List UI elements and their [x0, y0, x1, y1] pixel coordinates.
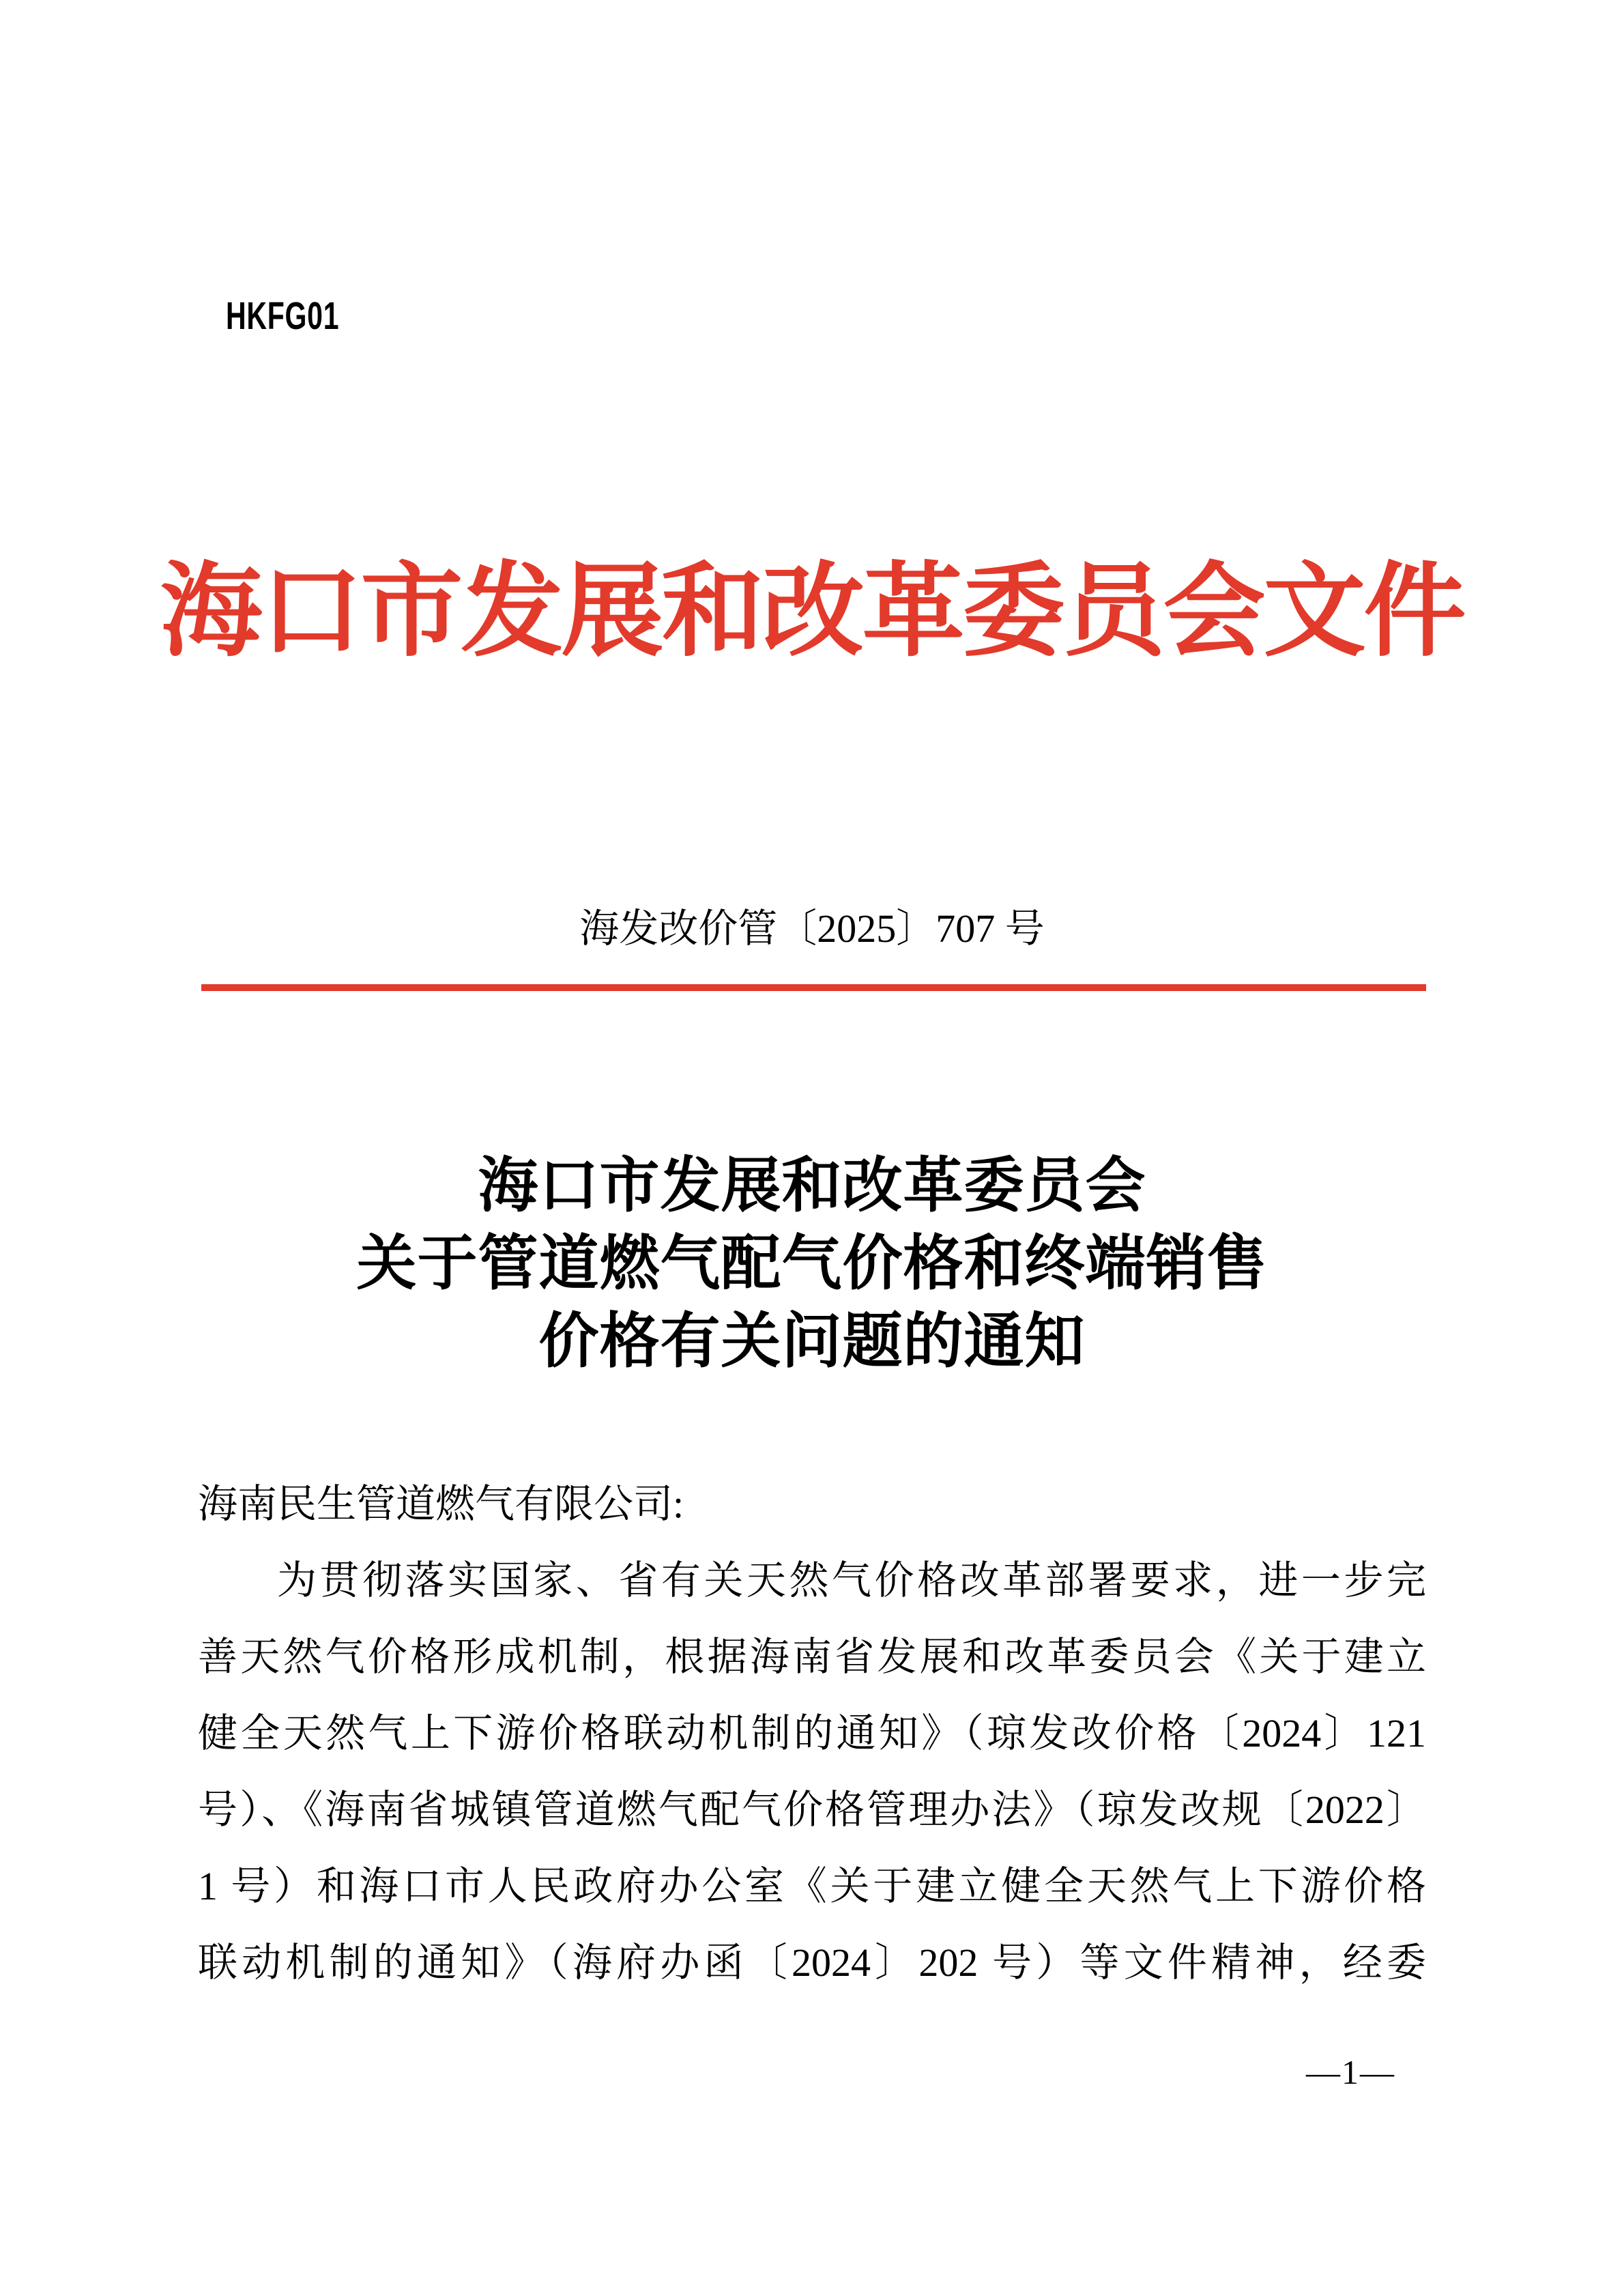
notice-title-line: 价格有关问题的通知 — [538, 1309, 1086, 1375]
page-number: —1— — [1306, 2053, 1395, 2091]
notice-title-line: 海口市发展和改革委员会 — [478, 1153, 1146, 1220]
header-divider-rule — [201, 984, 1426, 991]
notice-title — [0, 1148, 1624, 1381]
paragraph-line: 联动机制的通知》（海府办函〔2024〕202 号）等文件精神，经委 — [198, 1940, 1426, 1985]
salutation: 海南民生管道燃气有限公司: — [198, 1482, 684, 1526]
paragraph-line: 号）、《海南省城镇管道燃气配气价格管理办法》（琼发改规〔2022〕 — [198, 1788, 1426, 1832]
notice-body — [198, 1466, 1426, 2001]
notice-title-line: 关于管道燃气配气价格和终端销售 — [356, 1231, 1268, 1297]
paragraph-line: 健全天然气上下游价格联动机制的通知》（琼发改价格〔2024〕121 — [198, 1711, 1426, 1755]
doc-code: HKFG01 — [226, 294, 340, 338]
paragraph-line: 善天然气价格形成机制，根据海南省发展和改革委员会《关于建立 — [198, 1635, 1426, 1679]
paragraph-line: 为贯彻落实国家、省有关天然气价格改革部署要求，进一步完 — [277, 1558, 1426, 1603]
agency-title: 海口市发展和改革委员会文件 — [160, 556, 1464, 669]
paragraph-line: 1 号）和海口市人民政府办公室《关于建立健全天然气上下游价格 — [198, 1864, 1426, 1908]
doc-number: 海发改价管〔2025〕707 号 — [579, 906, 1045, 951]
